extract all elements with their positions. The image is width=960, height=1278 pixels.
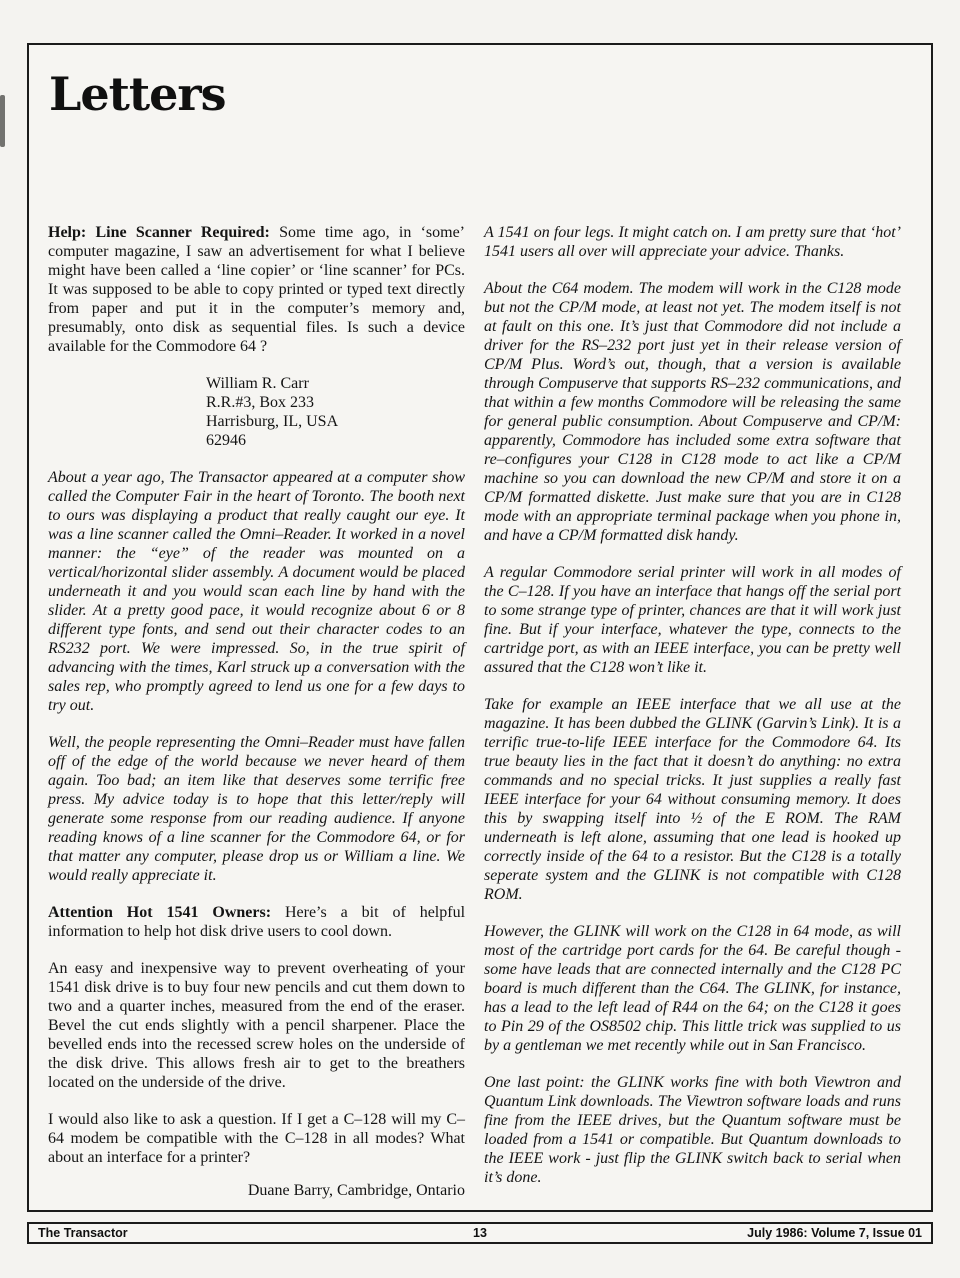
- editor-reply-paragraph: Well, the people representing the Omni–Reader must have fallen off of the edge of the world because we never heard of them again. Too bad; an item like that deserves some terrific free press. My advice today is to hope that this letter/reply will generate some response from our reading audience. If anyone reading knows of a line scanner for the Commodore 64, or for that matter any computer, please drop us or William a line. We would really appreciate it.: [48, 734, 465, 884]
- letter1-opening-paragraph: [48, 223, 465, 356]
- right-column: [484, 223, 901, 1212]
- letter2-intro: Here’s a bit of helpful information to help hot disk drive users to cool down.: [48, 904, 466, 940]
- scan-artifact: [0, 95, 5, 147]
- editor-reply-paragraph: A regular Commodore serial printer will work in all modes of the C–128. If you have an interface that hangs off the serial port to some strange type of printer, chances are that it will work just fine. But if your interface, whatever the type, connects to the cartridge port, as with an IEEE interface, you can be pretty well assured that the C128 won’t like it.: [484, 564, 901, 676]
- letter1-heading: Help: Line Scanner Required:: [48, 224, 270, 241]
- address-line: 62946: [206, 432, 246, 449]
- editor-reply-paragraph: About a year ago, The Transactor appeared at a computer show called the Computer Fair in the heart of Toronto. The booth next to ours was displaying a product that really caught our eye. It was a line scanner called the Omni–Reader. It worked in a novel manner: the “eye” of the reader was mounted on a vertical/horizontal slider assembly. A document would be placed underneath it and you would scan each line by hand with the slider. At a pretty good pace, it would recognize about 6 or 8 different type fonts, and send out their character codes to an RS232 port. We were impressed. So, in the true spirit of advancing with the times, Karl struck up a conversation with the sales rep, who promptly agreed to lend us one for a few days to try out.: [48, 469, 465, 714]
- letter2-heading: Attention Hot 1541 Owners:: [48, 904, 272, 921]
- letter2-opening-paragraph: [48, 903, 465, 941]
- article-frame: [27, 43, 933, 1212]
- address-line: Harrisburg, IL, USA: [206, 413, 339, 430]
- footer-journal-name: The Transactor: [38, 1226, 128, 1240]
- editor-reply-paragraph: However, the GLINK will work on the C128 in 64 mode, as will most of the cartridge port cards for the 64. Be careful though - some have leads that are connected internally and the C128 PC board is much different than the C64. The GLINK, for instance, has a lead to the left lead of R44 on the 64; on the C128 it goes to Pin 29 of the OS8502 chip. This little trick was supplied to us by a gentleman we met recently while out in San Francisco.: [484, 923, 901, 1054]
- editor-reply-paragraph: One last point: the GLINK works fine with both Viewtron and Quantum Link downloads. The Viewtron software loads and runs fine from the IEEE drives, but the Quantum software must be loaded from a 1541 or compatible. But Quantum downloads to the IEEE work - just flip the GLINK switch back to serial when it’s done.: [484, 1074, 901, 1186]
- left-column: [48, 223, 465, 1212]
- footer-issue-info: July 1986: Volume 7, Issue 01: [747, 1226, 923, 1240]
- page-title: Letters: [49, 67, 226, 121]
- editor-reply-paragraph: About the C64 modem. The modem will work in the C128 mode but not the CP/M mode, at least not yet. The modem itself is not at fault on this one. It’s just that Commodore did not include a driver for the RS–232 port just yet in their release version of CP/M Plus. Word’s out, though, that a version is available through Compuserve that supports RS–232 communications, and that within a few months Commodore will be releasing the same for general public consumption. About Compuserve and CP/M: apparently, Commodore has included some extra software that re–configures your C128 in C128 mode to act like a CP/M machine so you can download the new CP/M and store it on a CP/M formatted diskette. Just make sure that you are in C128 mode with an appropriate terminal package when you phone in, and have a CP/M formatted disk handy.: [484, 280, 901, 544]
- letter2-paragraph: I would also like to ask a question. If I get a C–128 will my C–64 modem be compatible with the C–128 in all modes? What about an interface for a printer?: [48, 1111, 465, 1166]
- letter2-paragraph: An easy and inexpensive way to prevent overheating of your 1541 disk drive is to buy four new pencils and cut them down to two and a quarter inches, measured from the end of the eraser. Bevel the cut ends slightly with a pencil sharpener. Place the bevelled ends into the recessed screw holes on the underside of the disk drive. This allows fresh air to get to the breathers located on the underside of the drive.: [48, 960, 465, 1091]
- letter2-signature: Duane Barry, Cambridge, Ontario: [247, 1182, 465, 1199]
- footer-page-number: 13: [473, 1226, 487, 1240]
- page-footer: [27, 1222, 933, 1244]
- letter1-sender-address: [206, 374, 465, 450]
- address-line: R.R.#3, Box 233: [206, 394, 315, 411]
- letter1-body: Some time ago, in ‘some’ computer magazine, I saw an advertisement for what I believe might have been called a ‘line copier’ or ‘line scanner’ for PCs. It was supposed to be able to copy printed or typed text directly from paper and put it in the computer’s memory and, presumably, onto disk as sequential files. Is such a device available for the Commodore 64 ?: [48, 224, 466, 355]
- editor-reply-paragraph: A 1541 on four legs. It might catch on. I am pretty sure that ‘hot’ 1541 users all over will appreciate your advice. Thanks.: [484, 224, 901, 260]
- editor-reply-paragraph: Take for example an IEEE interface that we all use at the magazine. It has been dubbed the GLINK (Garvin’s Link). It is a terrific true-to-life IEEE interface for the Commodore 64. Its true beauty lies in the fact that it doesn’t do anything: no extra commands and no special tricks. It just supplies a really fast IEEE interface for your 64 without consuming memory. It does this by swapping itself into ½ of the E ROM. The RAM underneath is left alone, assuming that one lead is hooked up correctly inside of the 64 to a resistor. But the C128 is a totally seperate system and the GLINK is not compatible with C128 ROM.: [484, 696, 901, 903]
- two-column-layout: [48, 223, 901, 1212]
- address-line: William R. Carr: [206, 375, 309, 392]
